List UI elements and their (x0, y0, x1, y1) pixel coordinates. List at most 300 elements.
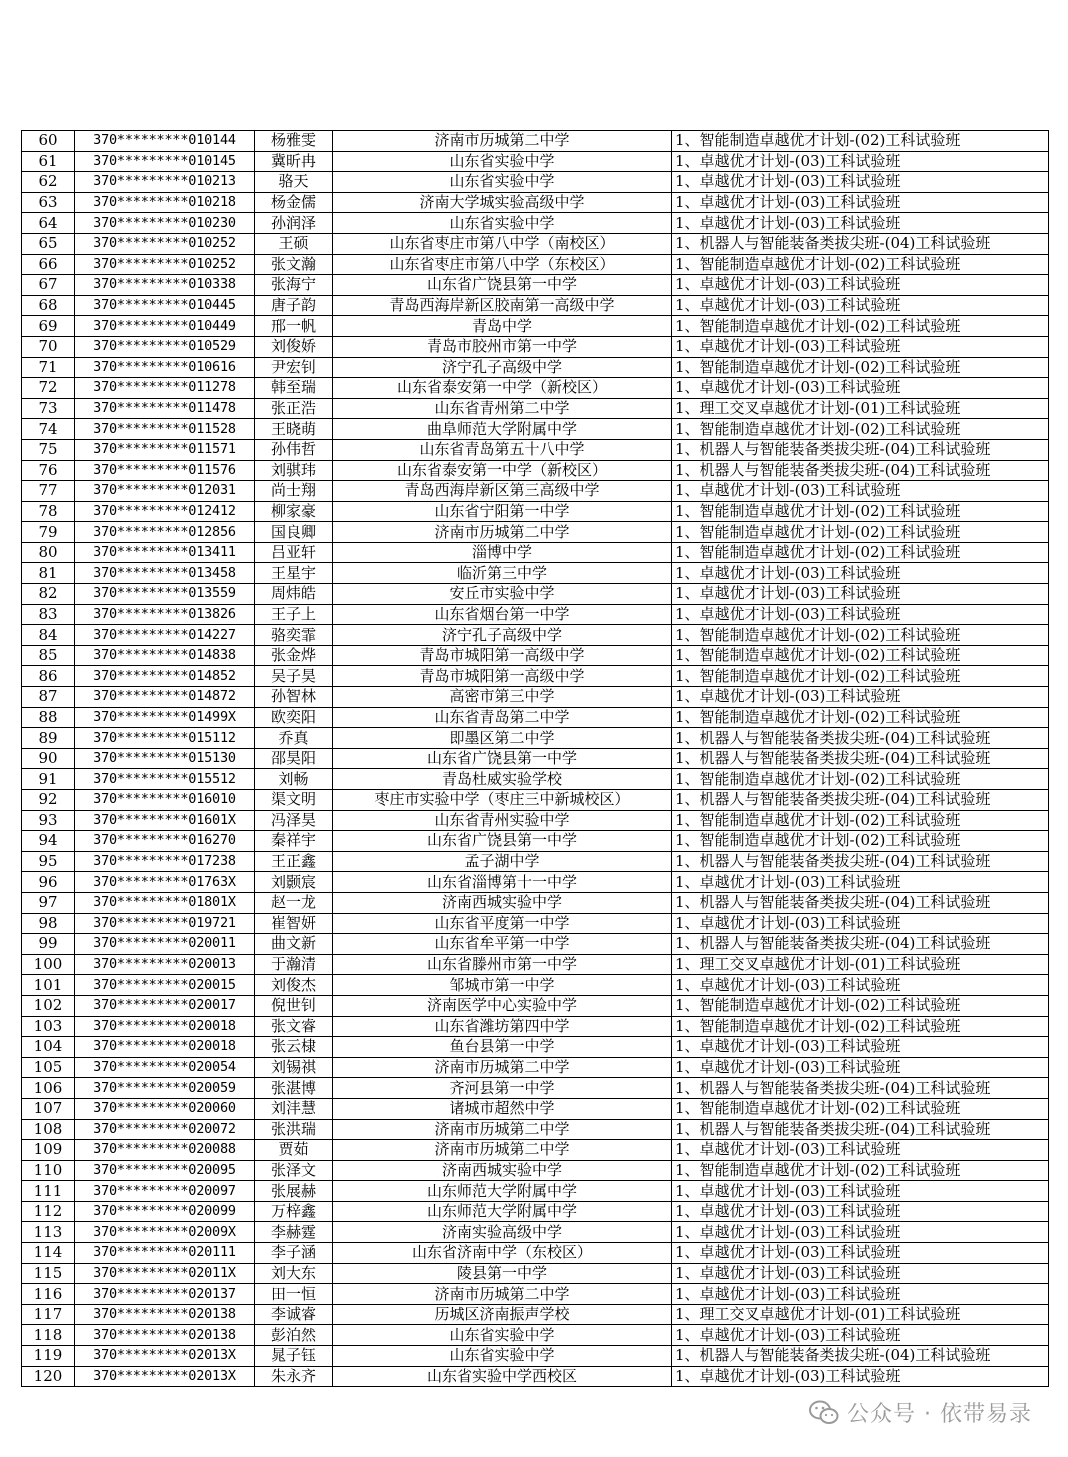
table-row (22, 378, 1049, 399)
row-number: 105 (22, 1057, 75, 1078)
row-number: 104 (22, 1037, 75, 1058)
row-number: 98 (22, 913, 75, 934)
school-name: 济南实验高级中学 (333, 1222, 672, 1243)
school-name: 鱼台县第一中学 (333, 1037, 672, 1058)
id-number: 370*********020059 (75, 1078, 255, 1099)
program-name: 1、卓越优才计划-(03)工科试验班 (672, 151, 1049, 172)
row-number: 118 (22, 1325, 75, 1346)
school-name: 济南市历城第二中学 (333, 1140, 672, 1161)
program-name: 1、机器人与智能装备类拔尖班-(04)工科试验班 (672, 790, 1049, 811)
school-name: 山东省实验中学西校区 (333, 1366, 672, 1387)
school-name: 青岛市胶州市第一中学 (333, 336, 672, 357)
student-name: 骆奕霏 (255, 625, 333, 646)
student-roster-table (21, 130, 1049, 1387)
table-row (22, 398, 1049, 419)
school-name: 济南西城实验中学 (333, 1160, 672, 1181)
program-name: 1、智能制造卓越优才计划-(02)工科试验班 (672, 419, 1049, 440)
student-name: 骆天 (255, 172, 333, 193)
school-name: 诸城市超然中学 (333, 1098, 672, 1119)
student-name: 秦祥宇 (255, 831, 333, 852)
table-row (22, 357, 1049, 378)
student-name: 杨雅雯 (255, 131, 333, 152)
school-name: 山东省实验中学 (333, 151, 672, 172)
id-number: 370*********010338 (75, 275, 255, 296)
program-name: 1、卓越优才计划-(03)工科试验班 (672, 584, 1049, 605)
student-name: 刘锡祺 (255, 1057, 333, 1078)
row-number: 83 (22, 604, 75, 625)
table-row (22, 1119, 1049, 1140)
watermark (809, 1397, 1032, 1428)
student-name: 张金烨 (255, 645, 333, 666)
id-number: 370*********011528 (75, 419, 255, 440)
program-name: 1、卓越优才计划-(03)工科试验班 (672, 1140, 1049, 1161)
table-row (22, 1037, 1049, 1058)
id-number: 370*********020099 (75, 1201, 255, 1222)
program-name: 1、卓越优才计划-(03)工科试验班 (672, 687, 1049, 708)
row-number: 113 (22, 1222, 75, 1243)
id-number: 370*********016010 (75, 790, 255, 811)
table-row (22, 501, 1049, 522)
row-number: 95 (22, 851, 75, 872)
school-name: 济南市历城第二中学 (333, 1284, 672, 1305)
student-name: 晁子钰 (255, 1346, 333, 1367)
school-name: 山东省广饶县第一中学 (333, 275, 672, 296)
row-number: 89 (22, 728, 75, 749)
table-row (22, 254, 1049, 275)
school-name: 山东省滕州市第一中学 (333, 954, 672, 975)
student-name: 尹宏钊 (255, 357, 333, 378)
school-name: 山东省平度第一中学 (333, 913, 672, 934)
row-number: 120 (22, 1366, 75, 1387)
table-row (22, 954, 1049, 975)
school-name: 山东师范大学附属中学 (333, 1201, 672, 1222)
school-name: 济南大学城实验高级中学 (333, 192, 672, 213)
id-number: 370*********020017 (75, 995, 255, 1016)
student-name: 刘沣慧 (255, 1098, 333, 1119)
id-number: 370*********020018 (75, 1016, 255, 1037)
id-number: 370*********013411 (75, 542, 255, 563)
student-name: 杨金儒 (255, 192, 333, 213)
program-name: 1、智能制造卓越优才计划-(02)工科试验班 (672, 131, 1049, 152)
program-name: 1、卓越优才计划-(03)工科试验班 (672, 1263, 1049, 1284)
id-number: 370*********015112 (75, 728, 255, 749)
id-number: 370*********012412 (75, 501, 255, 522)
table-row (22, 522, 1049, 543)
id-number: 370*********020097 (75, 1181, 255, 1202)
row-number: 81 (22, 563, 75, 584)
id-number: 370*********010218 (75, 192, 255, 213)
id-number: 370*********015130 (75, 748, 255, 769)
id-number: 370*********014838 (75, 645, 255, 666)
student-name: 张泽文 (255, 1160, 333, 1181)
row-number: 101 (22, 975, 75, 996)
program-name: 1、智能制造卓越优才计划-(02)工科试验班 (672, 707, 1049, 728)
id-number: 370*********02013X (75, 1346, 255, 1367)
program-name: 1、机器人与智能装备类拔尖班-(04)工科试验班 (672, 1078, 1049, 1099)
school-name: 山东省泰安第一中学（新校区） (333, 378, 672, 399)
table-row (22, 584, 1049, 605)
row-number: 77 (22, 481, 75, 502)
table-row (22, 851, 1049, 872)
school-name: 即墨区第二中学 (333, 728, 672, 749)
program-name: 1、卓越优才计划-(03)工科试验班 (672, 604, 1049, 625)
row-number: 87 (22, 687, 75, 708)
id-number: 370*********010230 (75, 213, 255, 234)
table-row (22, 604, 1049, 625)
table-row (22, 336, 1049, 357)
id-number: 370*********013458 (75, 563, 255, 584)
school-name: 山东省济南中学（东校区） (333, 1243, 672, 1264)
program-name: 1、智能制造卓越优才计划-(02)工科试验班 (672, 316, 1049, 337)
id-number: 370*********02013X (75, 1366, 255, 1387)
program-name: 1、卓越优才计划-(03)工科试验班 (672, 1201, 1049, 1222)
row-number: 107 (22, 1098, 75, 1119)
id-number: 370*********019721 (75, 913, 255, 934)
student-name: 王子上 (255, 604, 333, 625)
program-name: 1、卓越优才计划-(03)工科试验班 (672, 1222, 1049, 1243)
program-name: 1、卓越优才计划-(03)工科试验班 (672, 1366, 1049, 1387)
student-name: 刘骐玮 (255, 460, 333, 481)
school-name: 山东省枣庄市第八中学（东校区） (333, 254, 672, 275)
student-name: 贾茹 (255, 1140, 333, 1161)
school-name: 枣庄市实验中学（枣庄三中新城校区） (333, 790, 672, 811)
id-number: 370*********01763X (75, 872, 255, 893)
program-name: 1、卓越优才计划-(03)工科试验班 (672, 336, 1049, 357)
student-name: 张展赫 (255, 1181, 333, 1202)
row-number: 96 (22, 872, 75, 893)
id-number: 370*********020015 (75, 975, 255, 996)
program-name: 1、卓越优才计划-(03)工科试验班 (672, 1037, 1049, 1058)
id-number: 370*********012031 (75, 481, 255, 502)
row-number: 61 (22, 151, 75, 172)
id-number: 370*********012856 (75, 522, 255, 543)
table-row (22, 1140, 1049, 1161)
school-name: 山东省青岛第五十八中学 (333, 439, 672, 460)
program-name: 1、智能制造卓越优才计划-(02)工科试验班 (672, 1016, 1049, 1037)
table-row (22, 1057, 1049, 1078)
program-name: 1、机器人与智能装备类拔尖班-(04)工科试验班 (672, 934, 1049, 955)
table-row (22, 975, 1049, 996)
row-number: 70 (22, 336, 75, 357)
table-row (22, 1304, 1049, 1325)
table-row (22, 934, 1049, 955)
student-name: 孙伟哲 (255, 439, 333, 460)
table-row (22, 892, 1049, 913)
table-row (22, 542, 1049, 563)
row-number: 75 (22, 439, 75, 460)
program-name: 1、卓越优才计划-(03)工科试验班 (672, 975, 1049, 996)
school-name: 青岛市城阳第一高级中学 (333, 666, 672, 687)
program-name: 1、智能制造卓越优才计划-(02)工科试验班 (672, 810, 1049, 831)
school-name: 山东省实验中学 (333, 213, 672, 234)
program-name: 1、卓越优才计划-(03)工科试验班 (672, 563, 1049, 584)
row-number: 114 (22, 1243, 75, 1264)
school-name: 齐河县第一中学 (333, 1078, 672, 1099)
row-number: 92 (22, 790, 75, 811)
id-number: 370*********016270 (75, 831, 255, 852)
program-name: 1、智能制造卓越优才计划-(02)工科试验班 (672, 666, 1049, 687)
id-number: 370*********01499X (75, 707, 255, 728)
id-number: 370*********01801X (75, 892, 255, 913)
school-name: 山东师范大学附属中学 (333, 1181, 672, 1202)
row-number: 60 (22, 131, 75, 152)
table-row (22, 295, 1049, 316)
student-name: 张海宁 (255, 275, 333, 296)
school-name: 济宁孔子高级中学 (333, 625, 672, 646)
school-name: 济南医学中心实验中学 (333, 995, 672, 1016)
student-name: 孙智林 (255, 687, 333, 708)
student-name: 赵一龙 (255, 892, 333, 913)
table-row (22, 1366, 1049, 1387)
row-number: 97 (22, 892, 75, 913)
table-row (22, 131, 1049, 152)
student-name: 张正浩 (255, 398, 333, 419)
school-name: 青岛西海岸新区胶南第一高级中学 (333, 295, 672, 316)
table-row (22, 769, 1049, 790)
program-name: 1、卓越优才计划-(03)工科试验班 (672, 1284, 1049, 1305)
school-name: 临沂第三中学 (333, 563, 672, 584)
id-number: 370*********020013 (75, 954, 255, 975)
table-row (22, 1222, 1049, 1243)
student-name: 张文睿 (255, 1016, 333, 1037)
student-name: 欧奕阳 (255, 707, 333, 728)
row-number: 64 (22, 213, 75, 234)
table-row (22, 213, 1049, 234)
id-number: 370*********020054 (75, 1057, 255, 1078)
row-number: 111 (22, 1181, 75, 1202)
student-name: 李诚睿 (255, 1304, 333, 1325)
student-name: 柳家豪 (255, 501, 333, 522)
table-row (22, 460, 1049, 481)
school-name: 济南市历城第二中学 (333, 1119, 672, 1140)
table-row (22, 481, 1049, 502)
id-number: 370*********020011 (75, 934, 255, 955)
program-name: 1、机器人与智能装备类拔尖班-(04)工科试验班 (672, 851, 1049, 872)
school-name: 山东省广饶县第一中学 (333, 831, 672, 852)
id-number: 370*********014852 (75, 666, 255, 687)
student-name: 吴子昊 (255, 666, 333, 687)
row-number: 63 (22, 192, 75, 213)
id-number: 370*********010445 (75, 295, 255, 316)
id-number: 370*********011576 (75, 460, 255, 481)
school-name: 山东省青州实验中学 (333, 810, 672, 831)
table-row (22, 666, 1049, 687)
school-name: 山东省青岛第二中学 (333, 707, 672, 728)
school-name: 济南市历城第二中学 (333, 131, 672, 152)
row-number: 108 (22, 1119, 75, 1140)
roster-body (22, 131, 1049, 1387)
id-number: 370*********020138 (75, 1304, 255, 1325)
id-number: 370*********014227 (75, 625, 255, 646)
table-row (22, 872, 1049, 893)
table-row (22, 419, 1049, 440)
student-name: 周炜皓 (255, 584, 333, 605)
id-number: 370*********013826 (75, 604, 255, 625)
program-name: 1、智能制造卓越优才计划-(02)工科试验班 (672, 542, 1049, 563)
id-number: 370*********013559 (75, 584, 255, 605)
id-number: 370*********020072 (75, 1119, 255, 1140)
school-name: 山东省实验中学 (333, 1346, 672, 1367)
id-number: 370*********02009X (75, 1222, 255, 1243)
table-row (22, 645, 1049, 666)
row-number: 73 (22, 398, 75, 419)
id-number: 370*********010449 (75, 316, 255, 337)
row-number: 85 (22, 645, 75, 666)
program-name: 1、智能制造卓越优才计划-(02)工科试验班 (672, 625, 1049, 646)
wechat-icon (809, 1400, 839, 1426)
program-name: 1、智能制造卓越优才计划-(02)工科试验班 (672, 1098, 1049, 1119)
table-row (22, 831, 1049, 852)
table-row (22, 913, 1049, 934)
program-name: 1、卓越优才计划-(03)工科试验班 (672, 1325, 1049, 1346)
program-name: 1、机器人与智能装备类拔尖班-(04)工科试验班 (672, 1119, 1049, 1140)
program-name: 1、卓越优才计划-(03)工科试验班 (672, 213, 1049, 234)
id-number: 370*********020111 (75, 1243, 255, 1264)
row-number: 112 (22, 1201, 75, 1222)
id-number: 370*********010252 (75, 233, 255, 254)
table-row (22, 1098, 1049, 1119)
student-name: 田一恒 (255, 1284, 333, 1305)
row-number: 78 (22, 501, 75, 522)
table-row (22, 748, 1049, 769)
school-name: 青岛杜威实验学校 (333, 769, 672, 790)
row-number: 67 (22, 275, 75, 296)
row-number: 91 (22, 769, 75, 790)
table-row (22, 563, 1049, 584)
student-name: 崔智妍 (255, 913, 333, 934)
school-name: 济南市历城第二中学 (333, 1057, 672, 1078)
table-row (22, 1284, 1049, 1305)
row-number: 102 (22, 995, 75, 1016)
student-name: 刘俊杰 (255, 975, 333, 996)
student-name: 曲文新 (255, 934, 333, 955)
program-name: 1、智能制造卓越优才计划-(02)工科试验班 (672, 1160, 1049, 1181)
school-name: 青岛中学 (333, 316, 672, 337)
table-row (22, 995, 1049, 1016)
program-name: 1、卓越优才计划-(03)工科试验班 (672, 192, 1049, 213)
row-number: 93 (22, 810, 75, 831)
program-name: 1、智能制造卓越优才计划-(02)工科试验班 (672, 522, 1049, 543)
student-name: 王星宇 (255, 563, 333, 584)
student-name: 张洪瑞 (255, 1119, 333, 1140)
id-number: 370*********011478 (75, 398, 255, 419)
table-row (22, 439, 1049, 460)
program-name: 1、卓越优才计划-(03)工科试验班 (672, 378, 1049, 399)
program-name: 1、智能制造卓越优才计划-(02)工科试验班 (672, 831, 1049, 852)
id-number: 370*********02011X (75, 1263, 255, 1284)
program-name: 1、卓越优才计划-(03)工科试验班 (672, 295, 1049, 316)
program-name: 1、理工交叉卓越优才计划-(01)工科试验班 (672, 954, 1049, 975)
id-number: 370*********015512 (75, 769, 255, 790)
id-number: 370*********01601X (75, 810, 255, 831)
row-number: 99 (22, 934, 75, 955)
program-name: 1、智能制造卓越优才计划-(02)工科试验班 (672, 769, 1049, 790)
student-name: 于瀚清 (255, 954, 333, 975)
program-name: 1、智能制造卓越优才计划-(02)工科试验班 (672, 501, 1049, 522)
program-name: 1、卓越优才计划-(03)工科试验班 (672, 913, 1049, 934)
student-name: 国良卿 (255, 522, 333, 543)
student-name: 冀昕冉 (255, 151, 333, 172)
program-name: 1、智能制造卓越优才计划-(02)工科试验班 (672, 995, 1049, 1016)
id-number: 370*********010529 (75, 336, 255, 357)
student-name: 刘颢宸 (255, 872, 333, 893)
school-name: 孟子湖中学 (333, 851, 672, 872)
student-name: 乔真 (255, 728, 333, 749)
program-name: 1、机器人与智能装备类拔尖班-(04)工科试验班 (672, 1346, 1049, 1367)
id-number: 370*********011571 (75, 439, 255, 460)
row-number: 106 (22, 1078, 75, 1099)
row-number: 65 (22, 233, 75, 254)
program-name: 1、卓越优才计划-(03)工科试验班 (672, 872, 1049, 893)
student-name: 李赫霆 (255, 1222, 333, 1243)
row-number: 79 (22, 522, 75, 543)
id-number: 370*********010145 (75, 151, 255, 172)
student-name: 邢一帆 (255, 316, 333, 337)
row-number: 82 (22, 584, 75, 605)
school-name: 山东省枣庄市第八中学（南校区） (333, 233, 672, 254)
school-name: 山东省淄博第十一中学 (333, 872, 672, 893)
school-name: 高密市第三中学 (333, 687, 672, 708)
school-name: 曲阜师范大学附属中学 (333, 419, 672, 440)
school-name: 山东省广饶县第一中学 (333, 748, 672, 769)
table-row (22, 1201, 1049, 1222)
student-name: 吕亚轩 (255, 542, 333, 563)
school-name: 淄博中学 (333, 542, 672, 563)
table-row (22, 233, 1049, 254)
program-name: 1、机器人与智能装备类拔尖班-(04)工科试验班 (672, 233, 1049, 254)
row-number: 71 (22, 357, 75, 378)
row-number: 84 (22, 625, 75, 646)
watermark-text: 公众号 · 依带易录 (847, 1402, 1032, 1427)
id-number: 370*********010213 (75, 172, 255, 193)
table-row (22, 275, 1049, 296)
school-name: 山东省实验中学 (333, 172, 672, 193)
row-number: 86 (22, 666, 75, 687)
program-name: 1、机器人与智能装备类拔尖班-(04)工科试验班 (672, 439, 1049, 460)
id-number: 370*********020060 (75, 1098, 255, 1119)
school-name: 山东省青州第二中学 (333, 398, 672, 419)
program-name: 1、智能制造卓越优才计划-(02)工科试验班 (672, 357, 1049, 378)
student-name: 邵昊阳 (255, 748, 333, 769)
student-name: 彭泊然 (255, 1325, 333, 1346)
school-name: 山东省泰安第一中学（新校区） (333, 460, 672, 481)
row-number: 100 (22, 954, 75, 975)
row-number: 72 (22, 378, 75, 399)
student-name: 朱永齐 (255, 1366, 333, 1387)
row-number: 68 (22, 295, 75, 316)
student-name: 倪世钊 (255, 995, 333, 1016)
program-name: 1、智能制造卓越优才计划-(02)工科试验班 (672, 645, 1049, 666)
row-number: 109 (22, 1140, 75, 1161)
table-row (22, 192, 1049, 213)
table-row (22, 316, 1049, 337)
row-number: 94 (22, 831, 75, 852)
id-number: 370*********020138 (75, 1325, 255, 1346)
table-row (22, 1181, 1049, 1202)
id-number: 370*********020088 (75, 1140, 255, 1161)
student-name: 张云棣 (255, 1037, 333, 1058)
row-number: 110 (22, 1160, 75, 1181)
row-number: 69 (22, 316, 75, 337)
student-name: 张湛博 (255, 1078, 333, 1099)
row-number: 90 (22, 748, 75, 769)
school-name: 青岛西海岸新区第三高级中学 (333, 481, 672, 502)
student-name: 李子涵 (255, 1243, 333, 1264)
program-name: 1、卓越优才计划-(03)工科试验班 (672, 1057, 1049, 1078)
student-name: 韩至瑞 (255, 378, 333, 399)
school-name: 安丘市实验中学 (333, 584, 672, 605)
school-name: 山东省宁阳第一中学 (333, 501, 672, 522)
